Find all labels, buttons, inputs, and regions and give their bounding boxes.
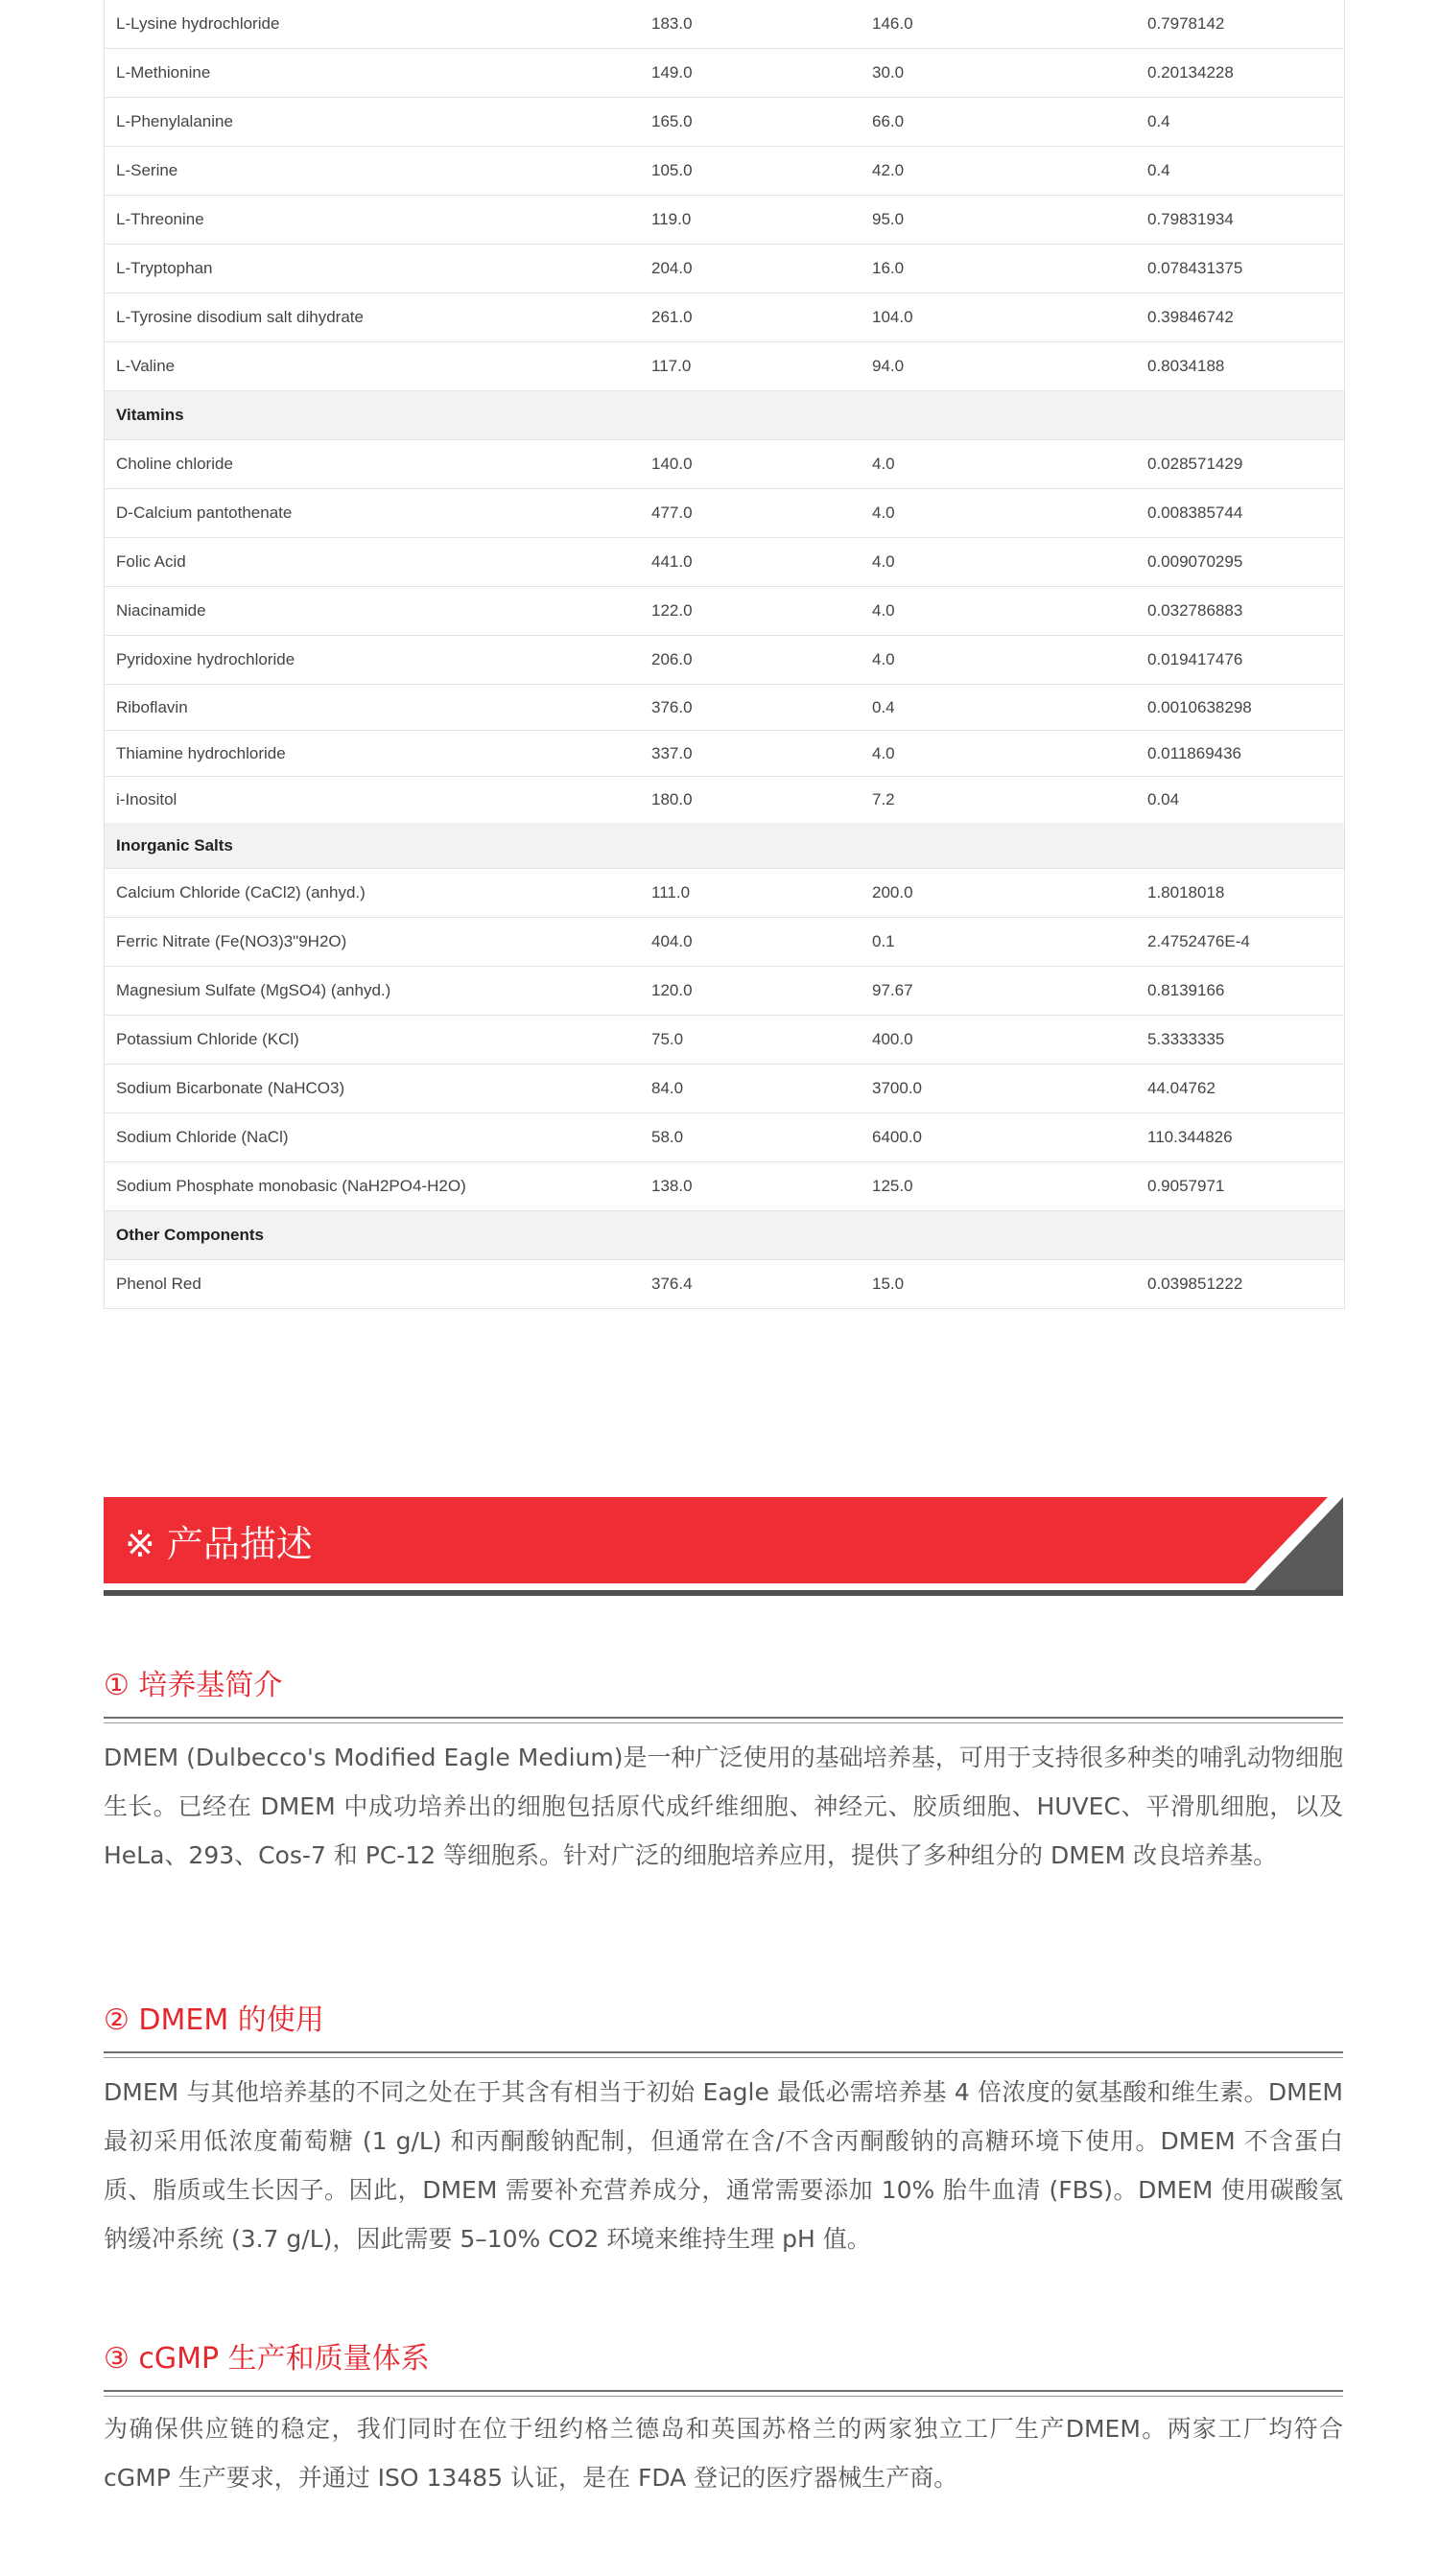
component-name-cell: L-Tyrosine disodium salt dihydrate <box>116 308 364 326</box>
table-row <box>105 538 1344 587</box>
concentration-cell: 30.0 <box>872 63 905 82</box>
component-name-cell: L-Methionine <box>116 63 211 82</box>
concentration-cell: 15.0 <box>872 1275 905 1293</box>
component-name-cell: Choline chloride <box>116 455 233 473</box>
concentration-cell: 3700.0 <box>872 1079 922 1097</box>
molecular-weight-cell: 261.0 <box>651 308 693 326</box>
concentration-cell: 16.0 <box>872 259 905 277</box>
concentration-cell: 94.0 <box>872 357 905 375</box>
section-label: Other Components <box>116 1226 264 1244</box>
molecular-weight-cell: 138.0 <box>651 1177 693 1195</box>
concentration-cell: 66.0 <box>872 112 905 130</box>
table-row <box>105 0 1344 49</box>
concentration-cell: 6400.0 <box>872 1128 922 1146</box>
molecular-weight-cell: 140.0 <box>651 455 693 473</box>
mm-cell: 0.8034188 <box>1147 357 1225 375</box>
table-row <box>105 685 1344 731</box>
mm-cell: 0.39846742 <box>1147 308 1234 326</box>
concentration-cell: 4.0 <box>872 743 895 762</box>
section-divider <box>104 2390 1343 2392</box>
mm-cell: 0.8139166 <box>1147 981 1225 999</box>
section-cgmp-title: ③ cGMP 生产和质量体系 <box>104 2342 430 2376</box>
mm-cell: 0.9057971 <box>1147 1177 1225 1195</box>
section-intro-header <box>104 1667 1343 1724</box>
component-name-cell: Calcium Chloride (CaCl2) (anhyd.) <box>116 883 366 902</box>
mm-cell: 5.3333335 <box>1147 1030 1225 1048</box>
concentration-cell: 95.0 <box>872 210 905 228</box>
mm-cell: 0.028571429 <box>1147 455 1243 473</box>
mm-cell: 0.79831934 <box>1147 210 1234 228</box>
table-section-row <box>105 391 1344 440</box>
component-name-cell: L-Valine <box>116 357 176 375</box>
molecular-weight-cell: 111.0 <box>651 883 691 902</box>
table-row <box>105 489 1344 538</box>
concentration-cell: 4.0 <box>872 455 895 473</box>
section-label: Vitamins <box>116 406 184 424</box>
table-row <box>105 869 1344 918</box>
concentration-cell: 104.0 <box>872 308 913 326</box>
molecular-weight-cell: 376.0 <box>651 697 693 716</box>
table-section-row <box>105 1211 1344 1260</box>
component-name-cell: Folic Acid <box>116 552 186 571</box>
concentration-cell: 0.1 <box>872 932 895 950</box>
mm-cell: 0.7978142 <box>1147 14 1225 33</box>
molecular-weight-cell: 120.0 <box>651 981 693 999</box>
component-name-cell: L-Phenylalanine <box>116 112 233 130</box>
mm-cell: 0.4 <box>1147 112 1170 130</box>
section-usage-body: DMEM 与其他培养基的不同之处在于其含有相当于初始 Eagle 最低必需培养基 4 倍浓度的氨基酸和维生素。DMEM 最初采用低浓度葡萄糖 (1 g/L) 和丙酮酸钠配制，但通常在含/不含丙酮酸钠的高糖环境下使用。DMEM 不含蛋白质、脂质或生长因子。因此，DMEM 需要补充营养成分，通常需要添加 10% 胎牛血清 (FBS)。DMEM 使用碳酸氢钠缓冲系统 (3.7 g/L)，因此需要 5–10% CO2 环境来维持生理 pH 值。 <box>104 2078 1343 2253</box>
component-name-cell: L-Lysine hydrochloride <box>116 14 280 33</box>
table-row <box>105 342 1344 391</box>
mm-cell: 0.20134228 <box>1147 63 1234 82</box>
table-row <box>105 147 1344 196</box>
molecular-weight-cell: 105.0 <box>651 161 693 179</box>
table-row <box>105 636 1344 685</box>
component-name-cell: i-Inositol <box>116 790 177 808</box>
mm-cell: 2.4752476E-4 <box>1147 932 1250 950</box>
component-name-cell: Sodium Phosphate monobasic (NaH2PO4-H2O) <box>116 1177 466 1195</box>
table-row <box>105 293 1344 342</box>
molecular-weight-cell: 183.0 <box>651 14 693 33</box>
concentration-cell: 7.2 <box>872 790 895 808</box>
table-row <box>105 1113 1344 1162</box>
mm-cell: 0.011869436 <box>1147 743 1242 762</box>
molecular-weight-cell: 180.0 <box>651 790 693 808</box>
component-name-cell: Pyridoxine hydrochloride <box>116 650 295 668</box>
table-row <box>105 196 1344 245</box>
molecular-weight-cell: 204.0 <box>651 259 693 277</box>
component-name-cell: Phenol Red <box>116 1275 201 1293</box>
banner-underline <box>104 1590 1343 1596</box>
table-row <box>105 245 1344 293</box>
component-name-cell: Magnesium Sulfate (MgSO4) (anhyd.) <box>116 981 391 999</box>
molecular-weight-cell: 58.0 <box>651 1128 684 1146</box>
section-cgmp-body: 为确保供应链的稳定，我们同时在位于纽约格兰德岛和英国苏格兰的两家独立工厂生产DMEM。两家工厂均符合 cGMP 生产要求，并通过 ISO 13485 认证，是在 FDA 登记的医疗器械生产商。 <box>104 2415 1343 2492</box>
section-intro-title: ① 培养基简介 <box>104 1669 283 1702</box>
mm-cell: 0.039851222 <box>1147 1275 1243 1293</box>
section-intro-body: DMEM (Dulbecco's Modified Eagle Medium)是一种广泛使用的基础培养基，可用于支持很多种类的哺乳动物细胞生长。已经在 DMEM 中成功培养出的细胞包括原代成纤维细胞、神经元、胶质细胞、HUVEC、平滑肌细胞，以及 HeLa、293、Cos-7 和 PC-12 等细胞系。针对广泛的细胞培养应用，提供了多种组分的 DMEM 改良培养基。 <box>104 1744 1343 1869</box>
component-name-cell: Sodium Chloride (NaCl) <box>116 1128 289 1146</box>
molecular-weight-cell: 376.4 <box>651 1275 693 1293</box>
molecular-weight-cell: 337.0 <box>651 743 693 762</box>
molecular-weight-cell: 84.0 <box>651 1079 684 1097</box>
molecular-weight-cell: 117.0 <box>651 357 692 375</box>
concentration-cell: 42.0 <box>872 161 905 179</box>
table-row <box>105 98 1344 147</box>
concentration-cell: 4.0 <box>872 503 895 522</box>
table-row <box>105 587 1344 636</box>
table-row <box>105 1260 1344 1309</box>
concentration-cell: 200.0 <box>872 883 913 902</box>
component-name-cell: Potassium Chloride (KCl) <box>116 1030 299 1048</box>
table-row <box>105 49 1344 98</box>
section-divider <box>104 1722 1343 1723</box>
mm-cell: 44.04762 <box>1147 1079 1216 1097</box>
concentration-cell: 400.0 <box>872 1030 913 1048</box>
section-divider <box>104 2396 1343 2397</box>
molecular-weight-cell: 119.0 <box>651 210 692 228</box>
molecular-weight-cell: 404.0 <box>651 932 693 950</box>
mm-cell: 110.344826 <box>1147 1128 1233 1146</box>
table-row <box>105 967 1344 1016</box>
molecular-weight-cell: 165.0 <box>651 112 693 130</box>
mm-cell: 0.032786883 <box>1147 601 1243 620</box>
concentration-cell: 0.4 <box>872 697 895 716</box>
mm-cell: 0.0010638298 <box>1147 697 1252 716</box>
mm-cell: 0.008385744 <box>1147 503 1243 522</box>
section-cgmp-header <box>104 2340 1343 2398</box>
table-row <box>105 1016 1344 1065</box>
table-row <box>105 918 1344 967</box>
component-name-cell: D-Calcium pantothenate <box>116 503 293 522</box>
mm-cell: 0.04 <box>1147 790 1180 808</box>
banner-title: ※ 产品描述 <box>125 1523 313 1565</box>
component-name-cell: Ferric Nitrate (Fe(NO3)3"9H2O) <box>116 932 347 950</box>
section-usage-title: ② DMEM 的使用 <box>104 2003 324 2037</box>
component-name-cell: Riboflavin <box>116 697 188 716</box>
component-name-cell: Niacinamide <box>116 601 206 620</box>
concentration-cell: 4.0 <box>872 552 895 571</box>
section-divider <box>104 2057 1343 2058</box>
section-label: Inorganic Salts <box>116 835 233 855</box>
component-name-cell: L-Serine <box>116 161 178 179</box>
molecular-weight-cell: 122.0 <box>651 601 693 620</box>
molecular-weight-cell: 206.0 <box>651 650 693 668</box>
section-divider <box>104 2051 1343 2053</box>
molecular-weight-cell: 149.0 <box>651 63 693 82</box>
table-row <box>105 777 1344 823</box>
concentration-cell: 146.0 <box>872 14 913 33</box>
section-divider <box>104 1717 1343 1719</box>
section-usage-header <box>104 2002 1343 2059</box>
mm-cell: 1.8018018 <box>1147 883 1225 902</box>
mm-cell: 0.078431375 <box>1147 259 1243 277</box>
mm-cell: 0.009070295 <box>1147 552 1243 571</box>
concentration-cell: 4.0 <box>872 601 895 620</box>
mm-cell: 0.4 <box>1147 161 1170 179</box>
molecular-weight-cell: 75.0 <box>651 1030 684 1048</box>
components-table <box>104 0 1345 1309</box>
component-name-cell: L-Tryptophan <box>116 259 213 277</box>
mm-cell: 0.019417476 <box>1147 650 1243 668</box>
concentration-cell: 97.67 <box>872 981 913 999</box>
component-name-cell: Sodium Bicarbonate (NaHCO3) <box>116 1079 345 1097</box>
table-row <box>105 1162 1344 1211</box>
molecular-weight-cell: 477.0 <box>651 503 693 522</box>
concentration-cell: 125.0 <box>872 1177 913 1195</box>
table-row <box>105 1065 1344 1113</box>
product-description-banner <box>104 1497 1343 1601</box>
molecular-weight-cell: 441.0 <box>651 552 693 571</box>
concentration-cell: 4.0 <box>872 650 895 668</box>
table-row <box>105 440 1344 489</box>
component-name-cell: Thiamine hydrochloride <box>116 743 286 762</box>
table-row <box>105 731 1344 777</box>
component-name-cell: L-Threonine <box>116 210 204 228</box>
table-section-row <box>105 823 1344 869</box>
